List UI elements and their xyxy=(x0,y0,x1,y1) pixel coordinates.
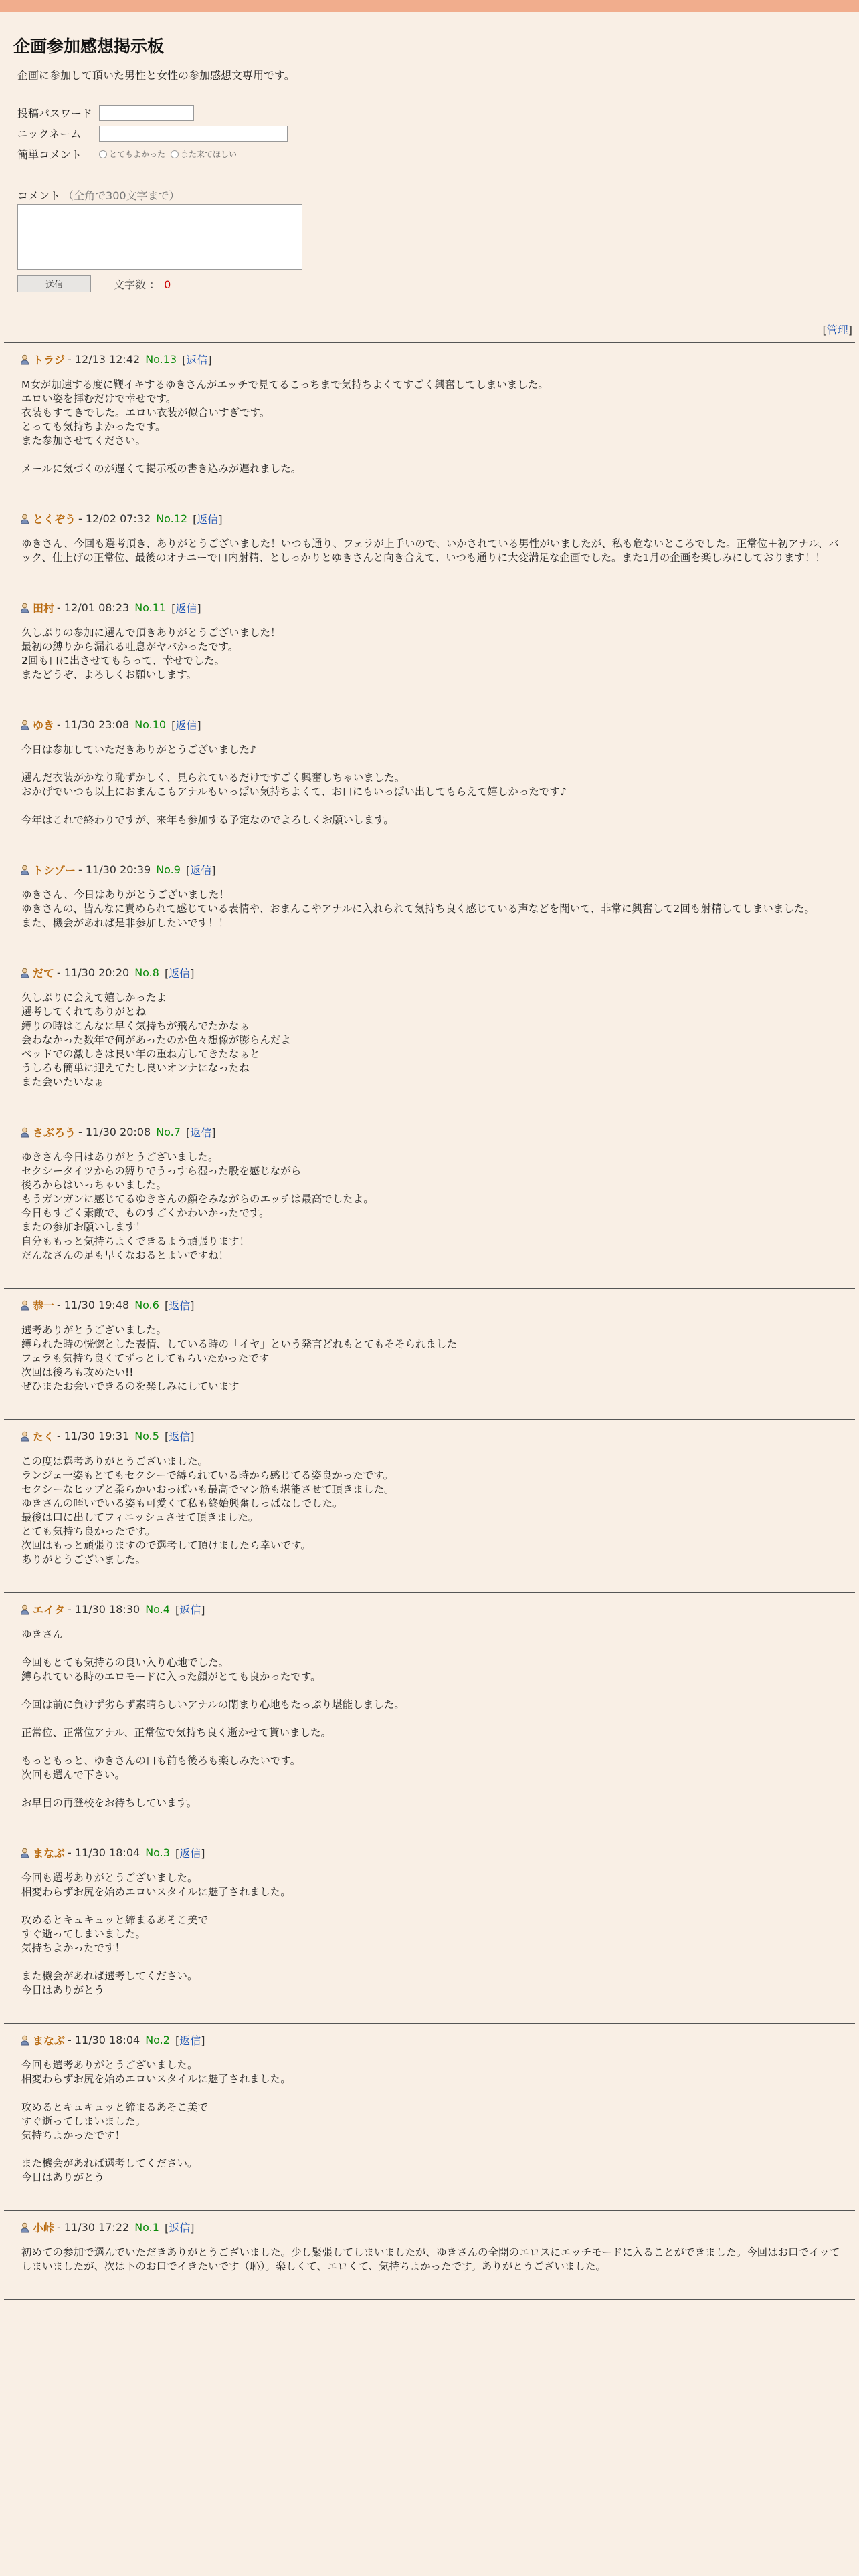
reply-link-wrap: [返信] xyxy=(164,1299,195,1312)
post-line xyxy=(21,448,848,462)
post-body xyxy=(21,991,848,1089)
post-line: 相変わらずお尻を始めエロいスタイルに魅了されました。 xyxy=(21,1886,291,1898)
post-line: 会わなかった数年で何があったのか色々想像が膨らんだよ xyxy=(21,1034,291,1046)
post-number: No.12 xyxy=(156,512,188,525)
post-item xyxy=(4,2023,855,2210)
reply-link[interactable]: 返信 xyxy=(186,354,208,366)
send-button[interactable]: 送信 xyxy=(17,275,91,292)
simple-comment-label: 簡単コメント xyxy=(17,148,82,161)
post-line xyxy=(21,1712,848,1726)
reply-link[interactable]: 返信 xyxy=(169,1299,191,1312)
post-line: ありがとうございました。 xyxy=(21,1553,147,1566)
post-line: また会いたいなぁ xyxy=(21,1076,105,1088)
post-author: とくぞう xyxy=(33,513,76,526)
post-line: 自分ももっと気持ちよくできるよう頑張ります！ xyxy=(21,1235,250,1247)
post-body xyxy=(21,1628,848,1810)
post-line: 今日は参加していただきありがとうございました♪ xyxy=(21,744,256,756)
post-line: とても気持ち良かったです。 xyxy=(21,1525,156,1537)
post-body xyxy=(21,888,848,930)
post-number: No.1 xyxy=(134,2221,159,2234)
post-line: フェラも気持ち良くてずっとしてもらいたかったです xyxy=(21,1352,270,1364)
reply-link-wrap: [返信] xyxy=(182,354,212,366)
reply-link[interactable]: 返信 xyxy=(169,2222,191,2234)
post-date: - 11/30 20:20 xyxy=(57,966,130,979)
post-body xyxy=(21,1150,848,1263)
post-body xyxy=(21,626,848,682)
reply-link[interactable]: 返信 xyxy=(179,1847,201,1860)
post-line: 縛りの時はこんなに早く気持ちが飛んでたかなぁ xyxy=(21,1020,250,1032)
page-container xyxy=(0,12,859,292)
post-line: ゆきさんの、皆んなに責められて感じている表情や、おまんこやアナルに入れられて気持ち良く感じている声などを聞いて、非常に興奮して2回も射精してしまいました。 xyxy=(21,903,815,915)
post-header xyxy=(20,511,855,526)
page-description: 企画に参加して頂いた男性と女性の参加感想文専用です。 xyxy=(17,69,295,82)
post-line: 攻めるとキュキュッと締まるあそこ美で xyxy=(21,1914,209,1926)
post-author: ゆき xyxy=(33,719,55,732)
user-icon xyxy=(20,514,29,524)
reply-link-wrap: [返信] xyxy=(164,967,195,980)
post-line: 初めての参加で選んでいただきありがとうございました。少し緊張してしまいましたが、ゆきさんの全開のエロスにエッチモードに入ることができました。今回はお口でイッてしまいましたが、次は下のお口でイきたいです（恥）。楽しくて、エロくて、気持ちよかったです。ありがとうございました。 xyxy=(21,2246,840,2272)
reply-link[interactable]: 返信 xyxy=(190,864,212,877)
post-item xyxy=(4,853,855,956)
radio-option-1[interactable] xyxy=(99,150,107,158)
post-body xyxy=(21,1455,848,1567)
post-line: この度は選考ありがとうございました。 xyxy=(21,1455,209,1467)
post-line: 今日はありがとう xyxy=(21,1984,105,1996)
post-line: 衣装もすてきでした。エロい衣装が似合いすぎです。 xyxy=(21,407,270,419)
post-line: すぐ逝ってしまいました。 xyxy=(21,2115,147,2127)
post-author: エイタ xyxy=(33,1604,66,1616)
post-item xyxy=(4,1836,855,2023)
post-line: また機会があれば選考してください。 xyxy=(21,1970,198,1982)
post-item xyxy=(4,591,855,708)
post-line xyxy=(21,2143,848,2157)
page-title: 企画参加感想掲示板 xyxy=(13,37,165,56)
post-line: 攻めるとキュキュッと締まるあそこ美で xyxy=(21,2101,209,2113)
radio-option-1-label: とてもよかった xyxy=(109,150,166,159)
simple-comment-row xyxy=(17,144,846,165)
post-line xyxy=(21,1955,848,1969)
user-icon xyxy=(20,1604,29,1615)
post-line: またどうぞ、よろしくお願いします。 xyxy=(21,669,197,681)
post-line: 今回もとても気持ちの良い入り心地でした。 xyxy=(21,1656,229,1669)
post-header xyxy=(20,965,855,980)
post-header xyxy=(20,1124,855,1140)
reply-link-wrap: [返信] xyxy=(185,864,216,877)
post-line xyxy=(21,1782,848,1796)
post-form xyxy=(17,102,846,292)
post-date: - 11/30 17:22 xyxy=(57,2221,130,2234)
post-number: No.8 xyxy=(134,966,159,979)
post-date: - 11/30 20:08 xyxy=(78,1125,151,1138)
nickname-row xyxy=(17,123,846,144)
post-item xyxy=(4,956,855,1115)
radio-option-2[interactable] xyxy=(171,150,179,158)
reply-link-wrap: [返信] xyxy=(171,602,201,615)
post-author: だて xyxy=(33,967,55,980)
send-row xyxy=(17,275,846,292)
post-line: 最初の縛りから漏れる吐息がヤバかったです。 xyxy=(21,641,239,653)
user-icon xyxy=(20,1127,29,1138)
post-author: トシゾー xyxy=(33,864,76,877)
reply-link-wrap: [返信] xyxy=(185,1126,216,1139)
post-author: まなぶ xyxy=(33,1847,66,1860)
user-icon xyxy=(20,2222,29,2233)
post-body xyxy=(21,1323,848,1394)
post-date: - 11/30 19:31 xyxy=(57,1430,130,1442)
post-item xyxy=(4,708,855,853)
reply-link-wrap: [返信] xyxy=(171,719,201,732)
post-body xyxy=(21,2246,848,2274)
user-icon xyxy=(20,1431,29,1442)
post-line: また、機会があれば是非参加したいです！！ xyxy=(21,917,229,929)
post-line xyxy=(21,757,848,771)
post-author: トラジ xyxy=(33,354,66,366)
post-line: 次回も選んで下さい。 xyxy=(21,1769,126,1781)
post-body xyxy=(21,537,848,565)
post-body xyxy=(21,743,848,827)
post-date: - 12/01 08:23 xyxy=(57,601,130,614)
reply-link-wrap: [返信] xyxy=(175,2034,205,2047)
radio-option-2-label: また来てほしい xyxy=(181,150,237,159)
post-line: 久しぶりに会えて嬉しかったよ xyxy=(21,992,167,1004)
post-header xyxy=(20,862,855,877)
post-line: もっともっと、ゆきさんの口も前も後ろも楽しみたいです。 xyxy=(21,1755,301,1767)
post-line: 選考してくれてありがとね xyxy=(21,1006,147,1018)
post-line: 今日もすごく素敵で、ものすごくかわいかったです。 xyxy=(21,1207,270,1219)
post-line: だんなさんの足も早くなおるとよいですね！ xyxy=(21,1249,229,1261)
post-date: - 11/30 23:08 xyxy=(57,718,130,731)
reply-link-wrap: [返信] xyxy=(164,2222,195,2234)
reply-link[interactable]: 返信 xyxy=(179,1604,201,1616)
post-line: また参加させてください。 xyxy=(21,435,147,447)
post-date: - 12/13 12:42 xyxy=(68,353,140,366)
post-line: セクシーなヒップと柔らかいおっぱいも最高でマン筋も堪能させて頂きました。 xyxy=(21,1483,395,1495)
post-line: 今回は前に負けず劣らず素晴らしいアナルの閉まり心地もたっぷり堪能しました。 xyxy=(21,1699,405,1711)
char-count-value: 0 xyxy=(164,278,171,291)
post-number: No.5 xyxy=(134,1430,159,1442)
comment-hint: （全角で300文字まで） xyxy=(63,189,180,202)
reply-link[interactable]: 返信 xyxy=(175,719,197,732)
post-line: 今年はこれで終わりですが、来年も参加する予定なのでよろしくお願いします。 xyxy=(21,814,394,826)
post-header xyxy=(20,1428,855,1444)
reply-link-wrap: [返信] xyxy=(175,1847,205,1860)
post-line: ゆきさん今日はありがとうございました。 xyxy=(21,1151,219,1163)
post-line xyxy=(21,1684,848,1698)
reply-link-wrap: [返信] xyxy=(164,1430,195,1443)
post-line: ゆきさん、今日はありがとうございました！ xyxy=(21,889,229,901)
post-line: とっても気持ちよかったです。 xyxy=(21,421,166,433)
reply-link[interactable]: 返信 xyxy=(190,1126,212,1139)
post-line: 縛られた時の恍惚とした表情、している時の「イヤ」という発言どれもとてもそそられました xyxy=(21,1338,458,1350)
post-line: ゆきさん xyxy=(21,1628,64,1640)
post-number: No.7 xyxy=(156,1125,181,1138)
post-number: No.4 xyxy=(145,1603,170,1616)
password-label: 投稿パスワード xyxy=(17,107,93,120)
comment-label-row xyxy=(17,187,846,203)
post-item xyxy=(4,1115,855,1288)
reply-link[interactable]: 返信 xyxy=(179,2034,201,2047)
post-line: ゆきさん、今回も選考頂き、ありがとうございました！いつも通り、フェラが上手いので、いかされている男性がいましたが、私も危ないところでした。正常位＋初アナル、バック、仕上げの正常位、最後のオナニーで口内射精、としっかりとゆきさんと向き合えて、いつも通りに大変満足な企画でした。また1月の企画を楽しみにしております！！ xyxy=(21,538,839,564)
reply-link[interactable]: 返信 xyxy=(169,967,191,980)
post-header xyxy=(20,352,855,367)
post-body xyxy=(21,2058,848,2185)
post-line: 今回も選考ありがとうございました。 xyxy=(21,1872,198,1884)
user-icon xyxy=(20,968,29,978)
post-author: さぶろう xyxy=(33,1126,76,1139)
post-item xyxy=(4,502,855,591)
post-header xyxy=(20,2032,855,2048)
post-line: 今日はありがとう xyxy=(21,2171,105,2183)
post-line: 最後は口に出してフィニッシュさせて頂きました。 xyxy=(21,1511,259,1523)
post-date: - 11/30 18:04 xyxy=(68,2034,140,2046)
post-line xyxy=(21,1642,848,1656)
post-line: ベッドでの激しさは良い年の重ね方してきたなぁと xyxy=(21,1048,260,1060)
post-item xyxy=(4,342,855,502)
post-line: 正常位、正常位アナル、正常位で気持ち良く逝かせて貰いました。 xyxy=(21,1727,331,1739)
post-number: No.6 xyxy=(134,1299,159,1311)
post-line: 相変わらずお尻を始めエロいスタイルに魅了されました。 xyxy=(21,2073,291,2085)
user-icon xyxy=(20,1300,29,1311)
post-line: 久しぶりの参加に選んで頂きありがとうございました！ xyxy=(21,627,281,639)
post-number: No.10 xyxy=(134,718,167,731)
post-line: お早目の再登校をお待ちしています。 xyxy=(21,1797,197,1809)
comment-textarea[interactable] xyxy=(17,204,302,270)
char-counter xyxy=(114,276,171,292)
post-line: 次回は後ろも攻めたい!! xyxy=(21,1366,134,1378)
simple-comment-radios xyxy=(99,148,237,160)
user-icon xyxy=(20,603,29,613)
post-line: ぜひまたお会いできるのを楽しみにしています xyxy=(21,1380,240,1392)
reply-link[interactable]: 返信 xyxy=(175,602,197,615)
post-header xyxy=(20,1602,855,1617)
reply-link-wrap: [返信] xyxy=(175,1604,205,1616)
post-item xyxy=(4,1288,855,1419)
post-item xyxy=(4,2210,855,2300)
post-date: - 12/02 07:32 xyxy=(78,512,151,525)
post-line: 後ろからはいっちゃいました。 xyxy=(21,1179,167,1191)
post-line: 今回も選考ありがとうございました。 xyxy=(21,2059,198,2071)
char-count-label: 文字数 ： xyxy=(114,278,161,291)
post-date: - 11/30 19:48 xyxy=(57,1299,130,1311)
comment-label: コメント xyxy=(17,189,61,202)
post-item xyxy=(4,1419,855,1592)
post-number: No.2 xyxy=(145,2034,170,2046)
post-author: まなぶ xyxy=(33,2034,66,2047)
password-input[interactable] xyxy=(99,105,194,121)
post-line: おかげでいつも以上におまんこもアナルもいっぱい気持ちよくて、お口にもいっぱい出してもらえて嬉しかったです♪ xyxy=(21,786,567,798)
post-line: 縛られている時のエロモードに入った顔がとても良かったです。 xyxy=(21,1671,321,1683)
post-line: セクシータイツからの縛りでうっすら湿った股を感じながら xyxy=(21,1165,302,1177)
post-line xyxy=(21,799,848,813)
post-line xyxy=(21,1899,848,1913)
post-author: 田村 xyxy=(33,602,55,615)
post-number: No.9 xyxy=(156,863,181,876)
post-header xyxy=(20,1845,855,1860)
nickname-label: ニックネーム xyxy=(17,128,82,140)
user-icon xyxy=(20,354,29,365)
post-list xyxy=(4,342,855,2300)
post-line: エロい姿を拝むだけで幸せです。 xyxy=(21,393,177,405)
post-line: メールに気づくのが遅くて掲示板の書き込みが遅れました。 xyxy=(21,463,302,475)
post-number: No.3 xyxy=(145,1846,170,1859)
post-line: ランジェ一姿もとてもセクシーで縛られている時から感じてる姿良かったです。 xyxy=(21,1469,394,1481)
post-line xyxy=(21,1740,848,1754)
post-date: - 11/30 20:39 xyxy=(78,863,151,876)
post-line: 選考ありがとうございました。 xyxy=(21,1324,167,1336)
post-header xyxy=(20,2220,855,2235)
post-line: 選んだ衣装がかなり恥ずかしく、見られているだけですごく興奮しちゃいました。 xyxy=(21,772,405,784)
post-line: M女が加速する度に鞭イキするゆきさんがエッチで見てるこっちまで気持ちよくてすごく興奮してしまいました。 xyxy=(21,379,549,391)
post-author: 小峠 xyxy=(33,2222,55,2234)
post-item xyxy=(4,1592,855,1836)
post-line: ゆきさんの咥いでいる姿も可愛くて私も終始興奮しっぱなしでした。 xyxy=(21,1497,343,1509)
post-header xyxy=(20,717,855,732)
post-line xyxy=(21,2086,848,2101)
top-bar xyxy=(0,0,859,12)
post-line: もうガンガンに感じてるゆきさんの顔をみながらのエッチは最高でしたよ。 xyxy=(21,1193,374,1205)
post-body xyxy=(21,1871,848,1998)
post-date: - 11/30 18:30 xyxy=(68,1603,140,1616)
admin-link-row: [管理] xyxy=(822,324,852,336)
post-line: 気持ちよかったです！ xyxy=(21,2129,126,2141)
post-line: うしろも簡単に迎えてたし良いオンナになったね xyxy=(21,1062,250,1074)
post-header xyxy=(20,600,855,615)
post-body xyxy=(21,378,848,476)
nickname-input[interactable] xyxy=(99,126,288,142)
post-line: 次回はもっと頑張りますので選考して頂けましたら幸いです。 xyxy=(21,1539,311,1551)
post-line: すぐ逝ってしまいました。 xyxy=(21,1928,147,1940)
post-author: 恭一 xyxy=(33,1299,55,1312)
reply-link-wrap: [返信] xyxy=(193,513,223,526)
user-icon xyxy=(20,865,29,875)
reply-link[interactable]: 返信 xyxy=(169,1430,191,1443)
post-date: - 11/30 18:04 xyxy=(68,1846,140,1859)
password-row xyxy=(17,102,846,123)
reply-link[interactable]: 返信 xyxy=(197,513,219,526)
post-line: また機会があれば選考してください。 xyxy=(21,2157,198,2169)
user-icon xyxy=(20,720,29,730)
post-number: No.11 xyxy=(134,601,167,614)
user-icon xyxy=(20,1848,29,1858)
admin-link[interactable]: 管理 xyxy=(826,324,848,336)
post-number: No.13 xyxy=(145,353,177,366)
post-author: たく xyxy=(33,1430,55,1443)
post-line: またの参加お願いします！ xyxy=(21,1221,147,1233)
user-icon xyxy=(20,2035,29,2046)
post-line: 気持ちよかったです！ xyxy=(21,1942,126,1954)
post-line: 2回も口に出させてもらって、幸せでした。 xyxy=(21,655,225,667)
post-header xyxy=(20,1297,855,1313)
